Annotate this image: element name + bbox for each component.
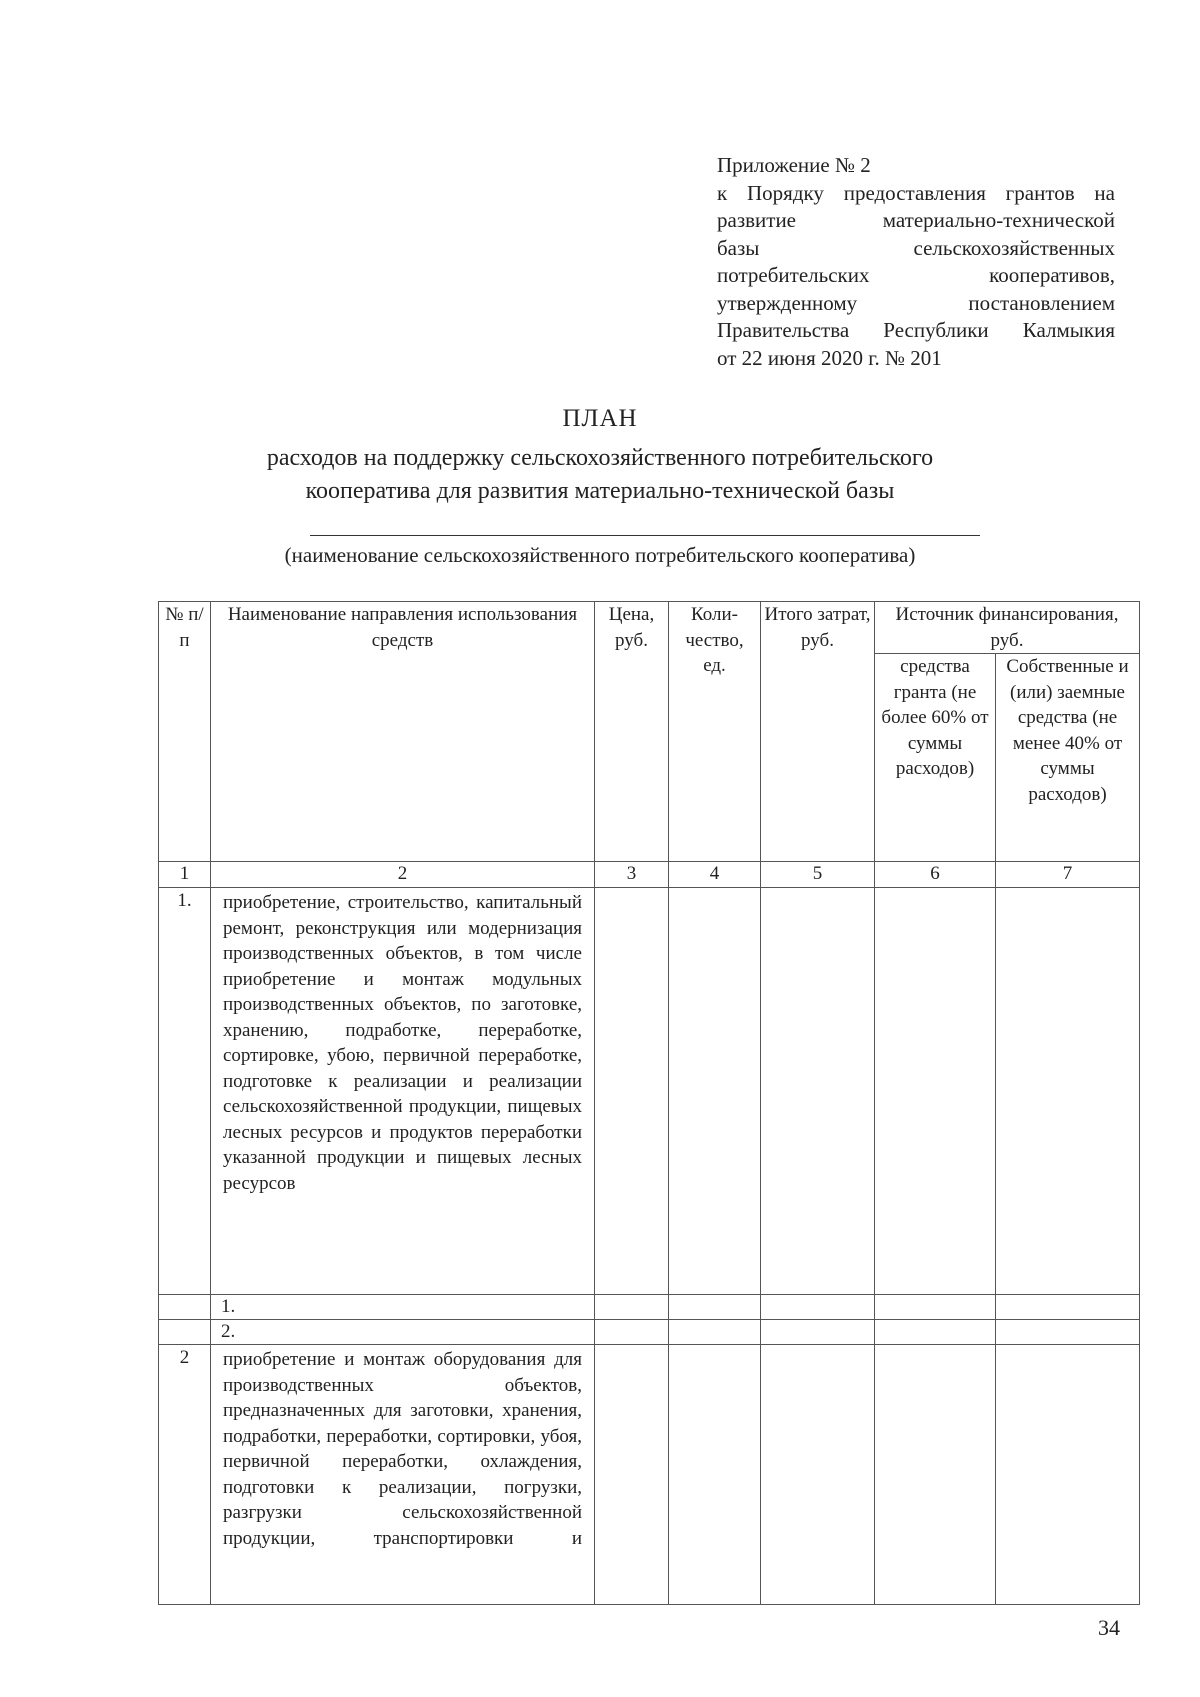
row-direction-last-line: ресурсов: [223, 1172, 296, 1194]
sub-item-number: 1.: [211, 1295, 595, 1320]
quantity-cell: [669, 888, 761, 1295]
annex-line: утвержденному постановлением: [717, 290, 1115, 315]
own-funds-cell: [996, 1320, 1140, 1345]
grant-cell: [875, 1295, 996, 1320]
header-own-funds: Собственные и (или) заемные средства (не менее 40% от суммы расходов): [996, 654, 1140, 862]
table-row: [159, 1320, 1140, 1345]
column-number: 3: [595, 862, 669, 888]
table-row: [159, 1295, 1140, 1320]
own-funds-cell: [996, 888, 1140, 1295]
document-title: ПЛАН: [562, 405, 638, 432]
column-number: 2: [211, 862, 595, 888]
total-cell: [761, 1320, 875, 1345]
row-direction-cell: [211, 1345, 595, 1605]
cooperative-name-caption: (наименование сельскохозяйственного потребительского кооператива): [284, 543, 916, 567]
quantity-cell: [669, 1320, 761, 1345]
row-number: 1.: [159, 888, 211, 1295]
total-cell: [761, 1345, 875, 1605]
sub-item-number: 2.: [211, 1320, 595, 1345]
row-number: 2: [159, 1345, 211, 1605]
row-number: [159, 1295, 211, 1320]
page-number: 34: [1098, 1615, 1120, 1640]
header-grant: средства гранта (не более 60% от суммы расходов): [875, 654, 996, 862]
price-cell: [595, 1295, 669, 1320]
column-number: 1: [159, 862, 211, 888]
grant-cell: [875, 1320, 996, 1345]
column-number: 6: [875, 862, 996, 888]
quantity-cell: [669, 1295, 761, 1320]
annex-block: [717, 152, 1115, 372]
annex-line: от 22 июня 2020 г. № 201: [717, 345, 942, 370]
table-row: [159, 1345, 1140, 1605]
row-number: [159, 1320, 211, 1345]
own-funds-cell: [996, 1345, 1140, 1605]
annex-line: потребительских кооперативов,: [717, 263, 1115, 287]
header-direction: Наименование направления использования средств: [211, 602, 595, 862]
annex-line: базы сельскохозяйственных: [717, 235, 1115, 260]
header-quantity: Коли- чество, ед.: [669, 602, 761, 862]
annex-line: Правительства Республики Калмыкия: [717, 318, 1115, 342]
table-row: [159, 888, 1140, 1295]
header-source: Источник финансирования, руб.: [875, 602, 1140, 654]
expense-plan-table: [158, 601, 1140, 1605]
grant-cell: [875, 1345, 996, 1605]
column-number: 7: [996, 862, 1140, 888]
cooperative-name-blank-line: [310, 535, 980, 536]
row-direction-text: приобретение, строительство, капитальный ремонт, реконструкция или модернизация производственных объектов, в том числе приобретение и монтаж модульных производственных объектов, по заготовке, хранению, подработке, переработке, сортировке, убою, первичной переработке, подготовке к реализации и реализации сельскохозяйственной продукции, пищевых лесных ресурсов и продуктов переработки указанной продукции и пищевых лесных: [223, 892, 582, 1168]
document-subtitle-line-1: расходов на поддержку сельскохозяйственного потребительского: [266, 445, 934, 471]
column-number-row: [159, 862, 1140, 888]
total-cell: [761, 888, 875, 1295]
price-cell: [595, 888, 669, 1295]
quantity-cell: [669, 1345, 761, 1605]
header-total: Итого затрат, руб.: [761, 602, 875, 862]
annex-line: развитие материально-технической: [717, 208, 1115, 232]
document-subtitle-line-2: кооператива для развития материально-технической базы: [305, 478, 895, 504]
header-num: № п/п: [159, 602, 211, 862]
total-cell: [761, 1295, 875, 1320]
row-direction-cell: [211, 888, 595, 1295]
header-price: Цена, руб.: [595, 602, 669, 862]
grant-cell: [875, 888, 996, 1295]
annex-line: Приложение № 2: [717, 153, 871, 177]
price-cell: [595, 1345, 669, 1605]
column-number: 5: [761, 862, 875, 888]
annex-line: к Порядку предоставления грантов на: [717, 180, 1115, 205]
column-number: 4: [669, 862, 761, 888]
own-funds-cell: [996, 1295, 1140, 1320]
row-direction-text: приобретение и монтаж оборудования для производственных объектов, предназначенных для заготовки, хранения, подработки, переработки, сортировки, убоя, первичной переработки, охлаждения, подготовки к реализации, погрузки, разгрузки сельскохозяйственной продукции, транспортировки и: [223, 1349, 582, 1549]
price-cell: [595, 1320, 669, 1345]
